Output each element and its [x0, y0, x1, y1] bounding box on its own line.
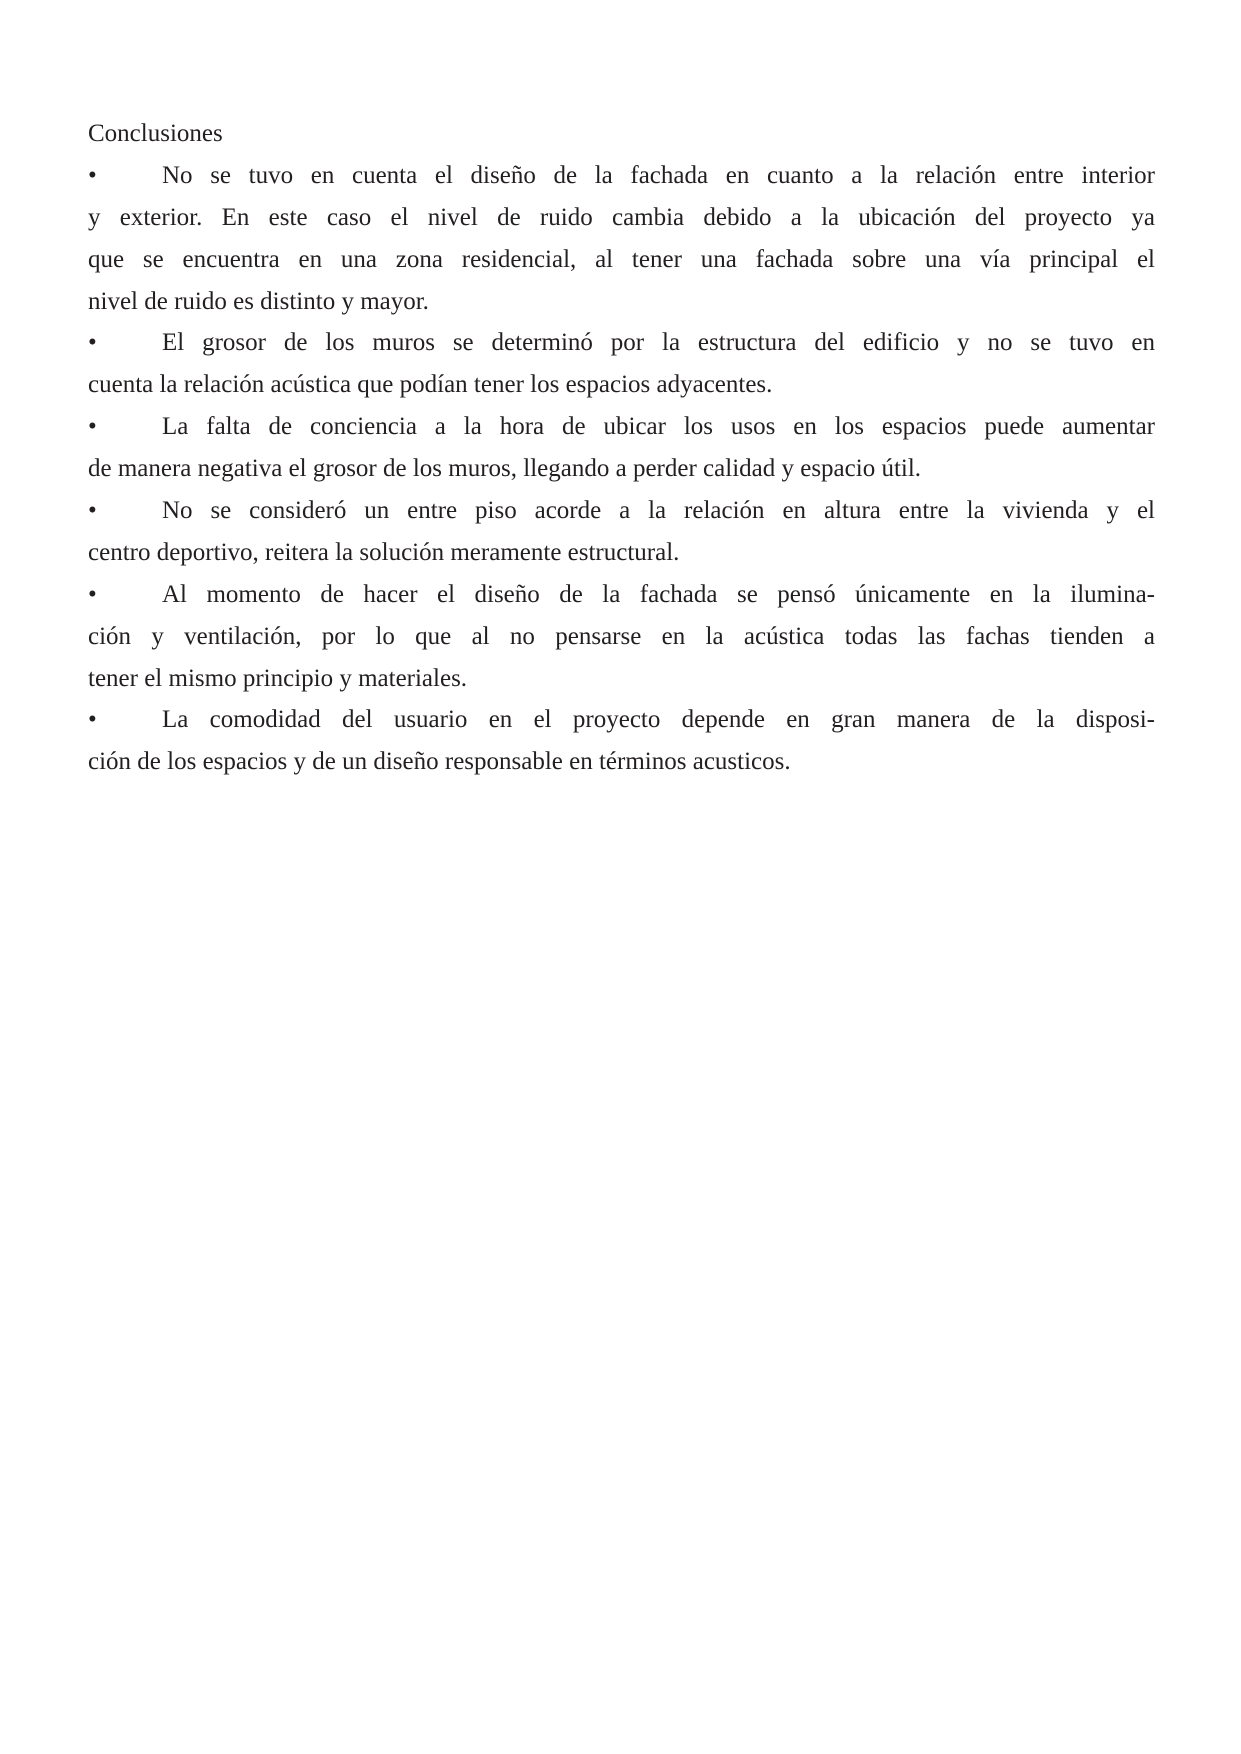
- bullet-icon: •: [88, 580, 97, 608]
- conclusions-list: [88, 155, 1155, 783]
- list-item: [88, 699, 1155, 783]
- list-item-text: El grosor de los muros se determinó por la estructura del edificio y no se tuvo en: [162, 329, 1155, 357]
- list-item-text: cuenta la relación acústica que podían tener los espacios adyacentes.: [88, 371, 773, 399]
- list-item-text: La falta de conciencia a la hora de ubicar los usos en los espacios puede aumentar: [162, 413, 1155, 441]
- bullet-icon: •: [88, 413, 97, 441]
- bullet-icon: •: [88, 706, 97, 734]
- list-item: [88, 155, 1155, 323]
- list-item-text: No se consideró un entre piso acorde a la relación en altura entre la vivienda y el: [162, 497, 1155, 525]
- list-item-text: que se encuentra en una zona residencial, al tener una fachada sobre una vía principal el: [88, 245, 1155, 273]
- section-heading: Conclusiones: [88, 120, 223, 147]
- list-item-text: y exterior. En este caso el nivel de ruido cambia debido a la ubicación del proyecto ya: [88, 203, 1155, 231]
- list-item-text: centro deportivo, reitera la solución meramente estructural.: [88, 538, 680, 566]
- list-item-text: de manera negativa el grosor de los muros, llegando a perder calidad y espacio útil.: [88, 455, 922, 483]
- list-item-text: Al momento de hacer el diseño de la fachada se pensó únicamente en la ilumina-: [162, 580, 1155, 608]
- list-item-text: tener el mismo principio y materiales.: [88, 664, 468, 692]
- list-item-text: La comodidad del usuario en el proyecto depende en gran manera de la disposi-: [162, 706, 1155, 734]
- document-page: [88, 113, 1155, 783]
- list-item-text: ción y ventilación, por lo que al no pensarse en la acústica todas las fachas tienden a: [88, 622, 1155, 650]
- list-item-text: nivel de ruido es distinto y mayor.: [88, 287, 429, 315]
- list-item: [88, 574, 1155, 700]
- list-item-text: ción de los espacios y de un diseño responsable en términos acusticos.: [88, 748, 791, 776]
- list-item-text: No se tuvo en cuenta el diseño de la fachada en cuanto a la relación entre interior: [162, 161, 1155, 189]
- list-item: [88, 322, 1155, 406]
- bullet-icon: •: [88, 161, 97, 189]
- bullet-icon: •: [88, 329, 97, 357]
- bullet-icon: •: [88, 497, 97, 525]
- list-item: [88, 406, 1155, 490]
- list-item: [88, 490, 1155, 574]
